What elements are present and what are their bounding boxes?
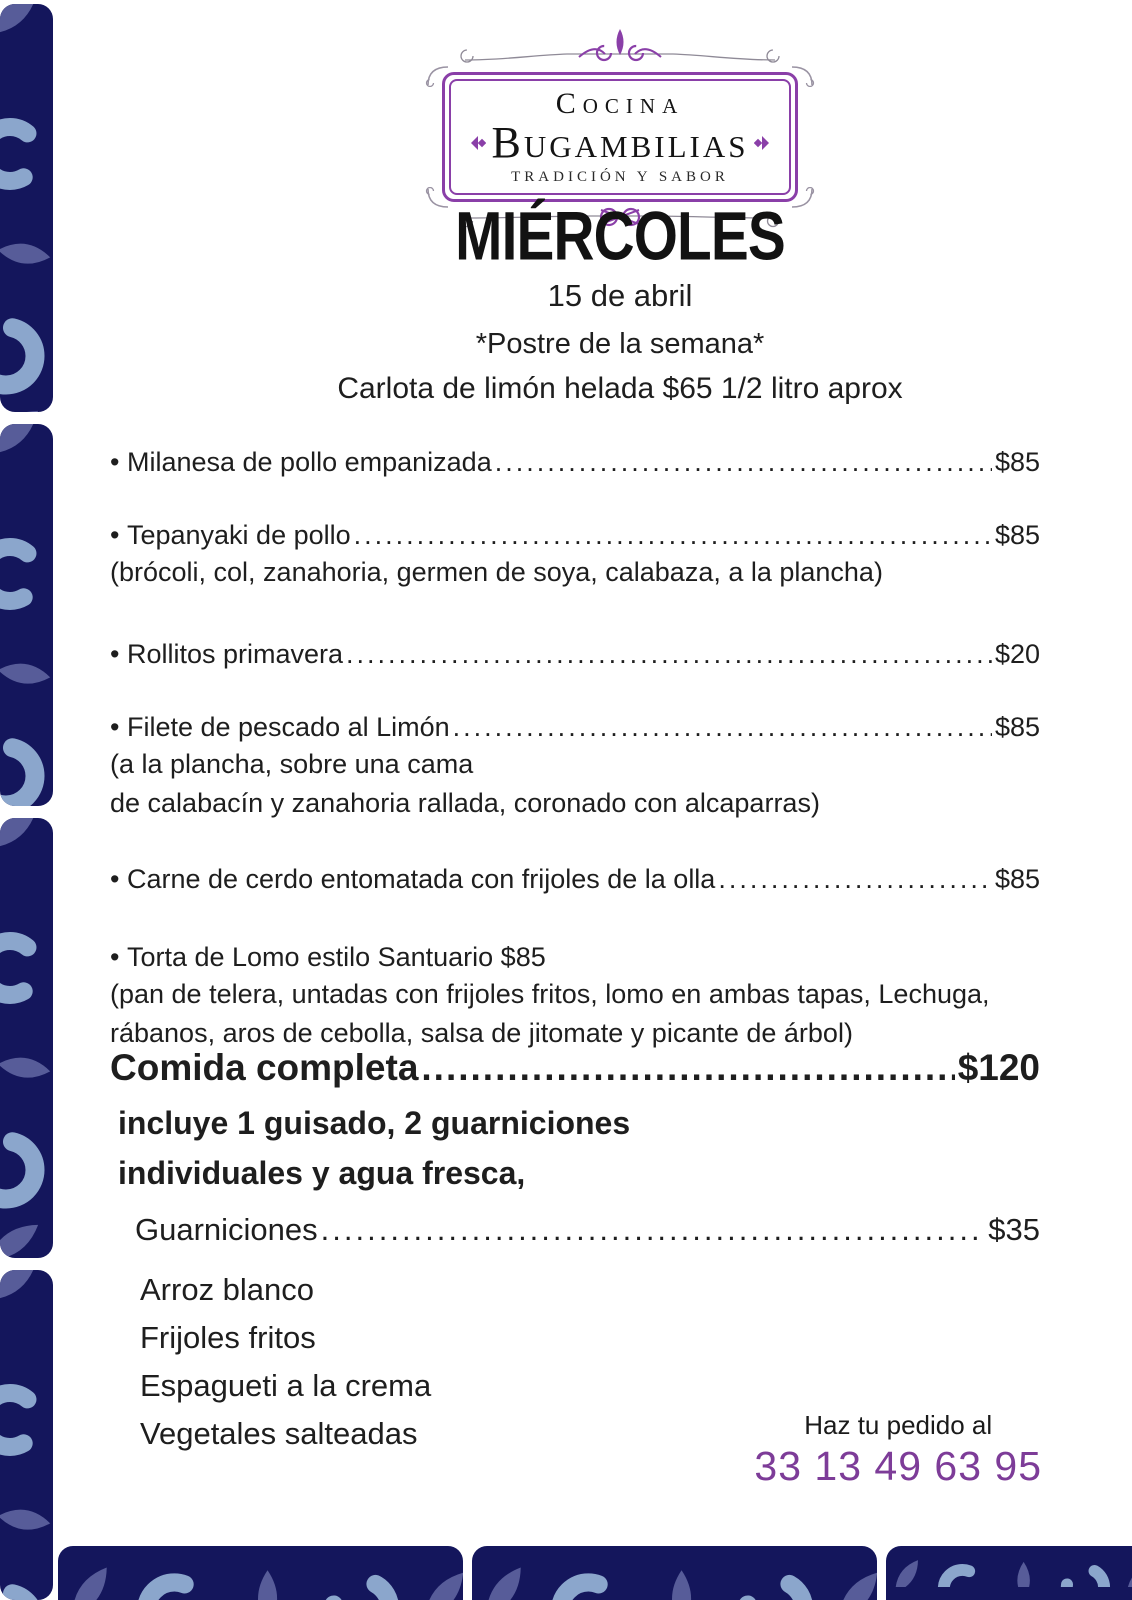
- dessert-of-week-detail: Carlota de limón helada $65 1/2 litro aprox: [337, 372, 903, 405]
- logo-frame: [442, 72, 798, 202]
- dot-leader: [321, 1212, 986, 1248]
- dot-leader: [718, 861, 992, 897]
- item-price: $85: [994, 520, 1040, 550]
- left-arrow-ornament-icon: [470, 131, 486, 155]
- sides-price: $35: [988, 1212, 1040, 1247]
- order-label: Haz tu pedido al: [804, 1410, 993, 1440]
- side-option: Vegetales salteadas: [140, 1416, 418, 1451]
- dessert-of-week-label: *Postre de la semana*: [475, 328, 765, 360]
- bottom-tile-border: [58, 1546, 1132, 1600]
- sides-title: Guarniciones: [135, 1212, 318, 1247]
- item-name: • Carne de cerdo entomatada con frijoles de la olla: [110, 861, 715, 897]
- right-arrow-ornament-icon: [754, 131, 770, 155]
- tile-ornament: [886, 1546, 1132, 1600]
- item-description: (pan de telera, untadas con frijoles fritos, lomo en ambas tapas, Lechuga,: [110, 979, 990, 1009]
- tile-ornament: [0, 4, 53, 412]
- dot-leader: [354, 517, 992, 553]
- order-phone-number: 33 13 49 63 95: [754, 1443, 1042, 1489]
- tile-ornament: [58, 1546, 463, 1600]
- menu-item: [110, 709, 1040, 823]
- item-price: $85: [994, 447, 1040, 477]
- left-tile-border: [0, 4, 53, 1600]
- menu-item: [110, 636, 1040, 672]
- tile-ornament: [0, 818, 53, 1258]
- combo-note: individuales y agua fresca,: [118, 1155, 526, 1191]
- item-name: • Rollitos primavera: [110, 636, 343, 672]
- corner-curl-icon: [789, 61, 815, 87]
- top-flourish-icon: [455, 26, 785, 70]
- item-price: $20: [994, 639, 1040, 669]
- dot-leader: [495, 444, 992, 480]
- combo-section: [110, 1046, 1040, 1198]
- item-name: • Milanesa de pollo empanizada: [110, 444, 492, 480]
- item-price: $85: [994, 864, 1040, 894]
- combo-note: incluye 1 guisado, 2 guarniciones: [118, 1105, 631, 1141]
- tile-ornament: [0, 424, 53, 806]
- menu-item: [110, 517, 1040, 592]
- corner-curl-icon: [425, 61, 451, 87]
- side-option: Arroz blanco: [140, 1272, 315, 1307]
- page-title-day: MIÉRCOLES: [455, 197, 785, 274]
- item-description: (brócoli, col, zanahoria, germen de soya, calabaza, a la plancha): [110, 557, 883, 587]
- item-description: (a la plancha, sobre una cama: [110, 749, 474, 779]
- combo-title: Comida completa: [110, 1047, 419, 1088]
- dot-leader: [453, 709, 992, 745]
- dot-leader: [421, 1046, 954, 1090]
- side-option: Espagueti a la crema: [140, 1368, 432, 1403]
- item-name: • Torta de Lomo estilo Santuario $85: [110, 939, 546, 975]
- menu-item: [110, 861, 1040, 897]
- tile-ornament: [472, 1546, 877, 1600]
- sides-section: [135, 1212, 1040, 1248]
- item-description: rábanos, aros de cebolla, salsa de jitomate y picante de árbol): [110, 1018, 853, 1048]
- menu-item: [110, 939, 1040, 1053]
- order-info: [754, 1408, 1042, 1490]
- dot-leader: [346, 636, 992, 672]
- item-name: • Filete de pescado al Limón: [110, 709, 450, 745]
- side-option: Frijoles fritos: [140, 1320, 316, 1355]
- item-description: de calabacín y zanahoria rallada, coronado con alcaparras): [110, 788, 820, 818]
- date-line: 15 de abril: [547, 278, 693, 313]
- tile-ornament: [0, 1270, 53, 1600]
- item-name: • Tepanyaki de pollo: [110, 517, 351, 553]
- logo-tagline: TRADICIÓN Y SABOR: [511, 169, 729, 185]
- logo-name-line2: Bugambilias: [491, 118, 749, 167]
- logo-name-line1: Cocina: [555, 87, 685, 120]
- combo-price: $120: [957, 1047, 1040, 1088]
- item-price: $85: [994, 712, 1040, 742]
- menu-item: [110, 444, 1040, 480]
